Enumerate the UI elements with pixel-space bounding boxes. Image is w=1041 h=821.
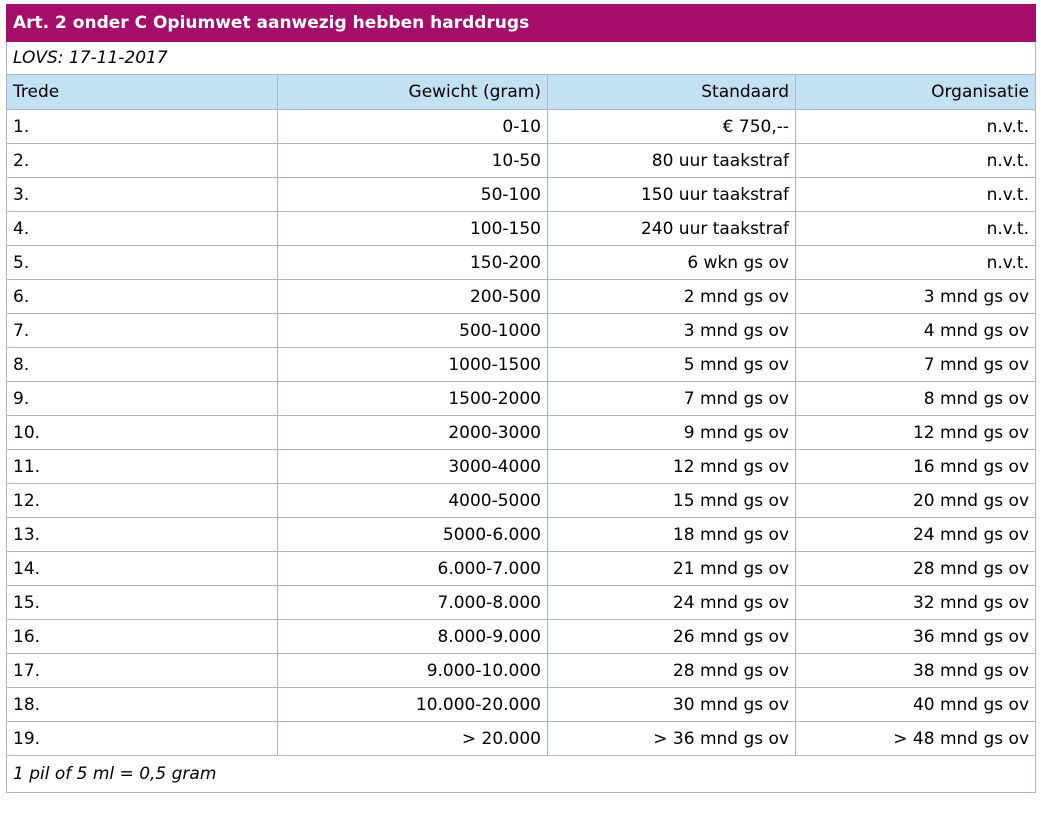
cell-trede: 15. (7, 586, 278, 620)
table-row (7, 484, 1036, 518)
cell-standaard: 2 mnd gs ov (548, 280, 796, 314)
cell-standaard: 7 mnd gs ov (548, 382, 796, 416)
cell-organisatie: 38 mnd gs ov (796, 654, 1036, 688)
table-row (7, 144, 1036, 178)
cell-organisatie: 16 mnd gs ov (796, 450, 1036, 484)
cell-trede: 4. (7, 212, 278, 246)
table-row (7, 246, 1036, 280)
cell-trede: 14. (7, 552, 278, 586)
cell-gewicht: 3000-4000 (278, 450, 548, 484)
cell-organisatie: 28 mnd gs ov (796, 552, 1036, 586)
table-row (7, 688, 1036, 722)
cell-trede: 10. (7, 416, 278, 450)
sentencing-table (6, 4, 1036, 793)
cell-standaard: 3 mnd gs ov (548, 314, 796, 348)
cell-standaard: 5 mnd gs ov (548, 348, 796, 382)
cell-trede: 6. (7, 280, 278, 314)
cell-organisatie: 4 mnd gs ov (796, 314, 1036, 348)
cell-trede: 3. (7, 178, 278, 212)
cell-gewicht: 5000-6.000 (278, 518, 548, 552)
cell-gewicht: 0-10 (278, 110, 548, 144)
cell-standaard: € 750,-- (548, 110, 796, 144)
cell-gewicht: 6.000-7.000 (278, 552, 548, 586)
cell-standaard: 6 wkn gs ov (548, 246, 796, 280)
cell-organisatie: 32 mnd gs ov (796, 586, 1036, 620)
cell-gewicht: 1000-1500 (278, 348, 548, 382)
cell-trede: 17. (7, 654, 278, 688)
table-subtitle-row (7, 42, 1036, 75)
cell-standaard: 24 mnd gs ov (548, 586, 796, 620)
cell-standaard: 12 mnd gs ov (548, 450, 796, 484)
table-row (7, 450, 1036, 484)
cell-trede: 5. (7, 246, 278, 280)
cell-standaard: 15 mnd gs ov (548, 484, 796, 518)
cell-gewicht: 8.000-9.000 (278, 620, 548, 654)
table-row (7, 348, 1036, 382)
cell-gewicht: 150-200 (278, 246, 548, 280)
cell-organisatie: > 48 mnd gs ov (796, 722, 1036, 756)
cell-organisatie: 20 mnd gs ov (796, 484, 1036, 518)
column-header-organisatie: Organisatie (796, 75, 1036, 110)
cell-organisatie: n.v.t. (796, 178, 1036, 212)
column-header-gewicht: Gewicht (gram) (278, 75, 548, 110)
cell-organisatie: 36 mnd gs ov (796, 620, 1036, 654)
cell-trede: 18. (7, 688, 278, 722)
cell-standaard: 30 mnd gs ov (548, 688, 796, 722)
table-row (7, 314, 1036, 348)
cell-gewicht: 2000-3000 (278, 416, 548, 450)
cell-gewicht: 500-1000 (278, 314, 548, 348)
table-footnote-row (7, 756, 1036, 793)
cell-trede: 2. (7, 144, 278, 178)
cell-gewicht: 10.000-20.000 (278, 688, 548, 722)
cell-trede: 11. (7, 450, 278, 484)
table-row (7, 416, 1036, 450)
cell-trede: 13. (7, 518, 278, 552)
cell-trede: 19. (7, 722, 278, 756)
table-row (7, 552, 1036, 586)
table-row (7, 518, 1036, 552)
table-row (7, 722, 1036, 756)
cell-trede: 7. (7, 314, 278, 348)
table-footnote: 1 pil of 5 ml = 0,5 gram (7, 756, 1036, 793)
cell-organisatie: n.v.t. (796, 110, 1036, 144)
table-row (7, 654, 1036, 688)
table-row (7, 280, 1036, 314)
cell-standaard: 28 mnd gs ov (548, 654, 796, 688)
cell-organisatie: 8 mnd gs ov (796, 382, 1036, 416)
cell-gewicht: > 20.000 (278, 722, 548, 756)
table-body (7, 110, 1036, 756)
table-subtitle: LOVS: 17-11-2017 (7, 42, 1036, 75)
cell-gewicht: 50-100 (278, 178, 548, 212)
cell-gewicht: 200-500 (278, 280, 548, 314)
cell-gewicht: 1500-2000 (278, 382, 548, 416)
cell-standaard: 9 mnd gs ov (548, 416, 796, 450)
cell-organisatie: 12 mnd gs ov (796, 416, 1036, 450)
table-row (7, 382, 1036, 416)
cell-trede: 12. (7, 484, 278, 518)
column-header-trede: Trede (7, 75, 278, 110)
cell-organisatie: n.v.t. (796, 144, 1036, 178)
cell-gewicht: 7.000-8.000 (278, 586, 548, 620)
cell-trede: 16. (7, 620, 278, 654)
column-header-standaard: Standaard (548, 75, 796, 110)
cell-standaard: 240 uur taakstraf (548, 212, 796, 246)
table-row (7, 586, 1036, 620)
cell-standaard: 21 mnd gs ov (548, 552, 796, 586)
table-row (7, 178, 1036, 212)
cell-organisatie: n.v.t. (796, 246, 1036, 280)
cell-organisatie: n.v.t. (796, 212, 1036, 246)
cell-gewicht: 10-50 (278, 144, 548, 178)
table-row (7, 212, 1036, 246)
cell-gewicht: 9.000-10.000 (278, 654, 548, 688)
cell-standaard: 150 uur taakstraf (548, 178, 796, 212)
table-header-row (7, 75, 1036, 110)
cell-trede: 8. (7, 348, 278, 382)
table-title-row (7, 5, 1036, 42)
table-row (7, 110, 1036, 144)
cell-standaard: 80 uur taakstraf (548, 144, 796, 178)
table-row (7, 620, 1036, 654)
cell-trede: 1. (7, 110, 278, 144)
sentencing-table-container (6, 4, 1035, 793)
cell-standaard: > 36 mnd gs ov (548, 722, 796, 756)
cell-organisatie: 3 mnd gs ov (796, 280, 1036, 314)
cell-gewicht: 4000-5000 (278, 484, 548, 518)
cell-standaard: 26 mnd gs ov (548, 620, 796, 654)
cell-organisatie: 40 mnd gs ov (796, 688, 1036, 722)
cell-organisatie: 24 mnd gs ov (796, 518, 1036, 552)
cell-trede: 9. (7, 382, 278, 416)
cell-standaard: 18 mnd gs ov (548, 518, 796, 552)
table-title: Art. 2 onder C Opiumwet aanwezig hebben harddrugs (7, 5, 1036, 42)
cell-organisatie: 7 mnd gs ov (796, 348, 1036, 382)
cell-gewicht: 100-150 (278, 212, 548, 246)
